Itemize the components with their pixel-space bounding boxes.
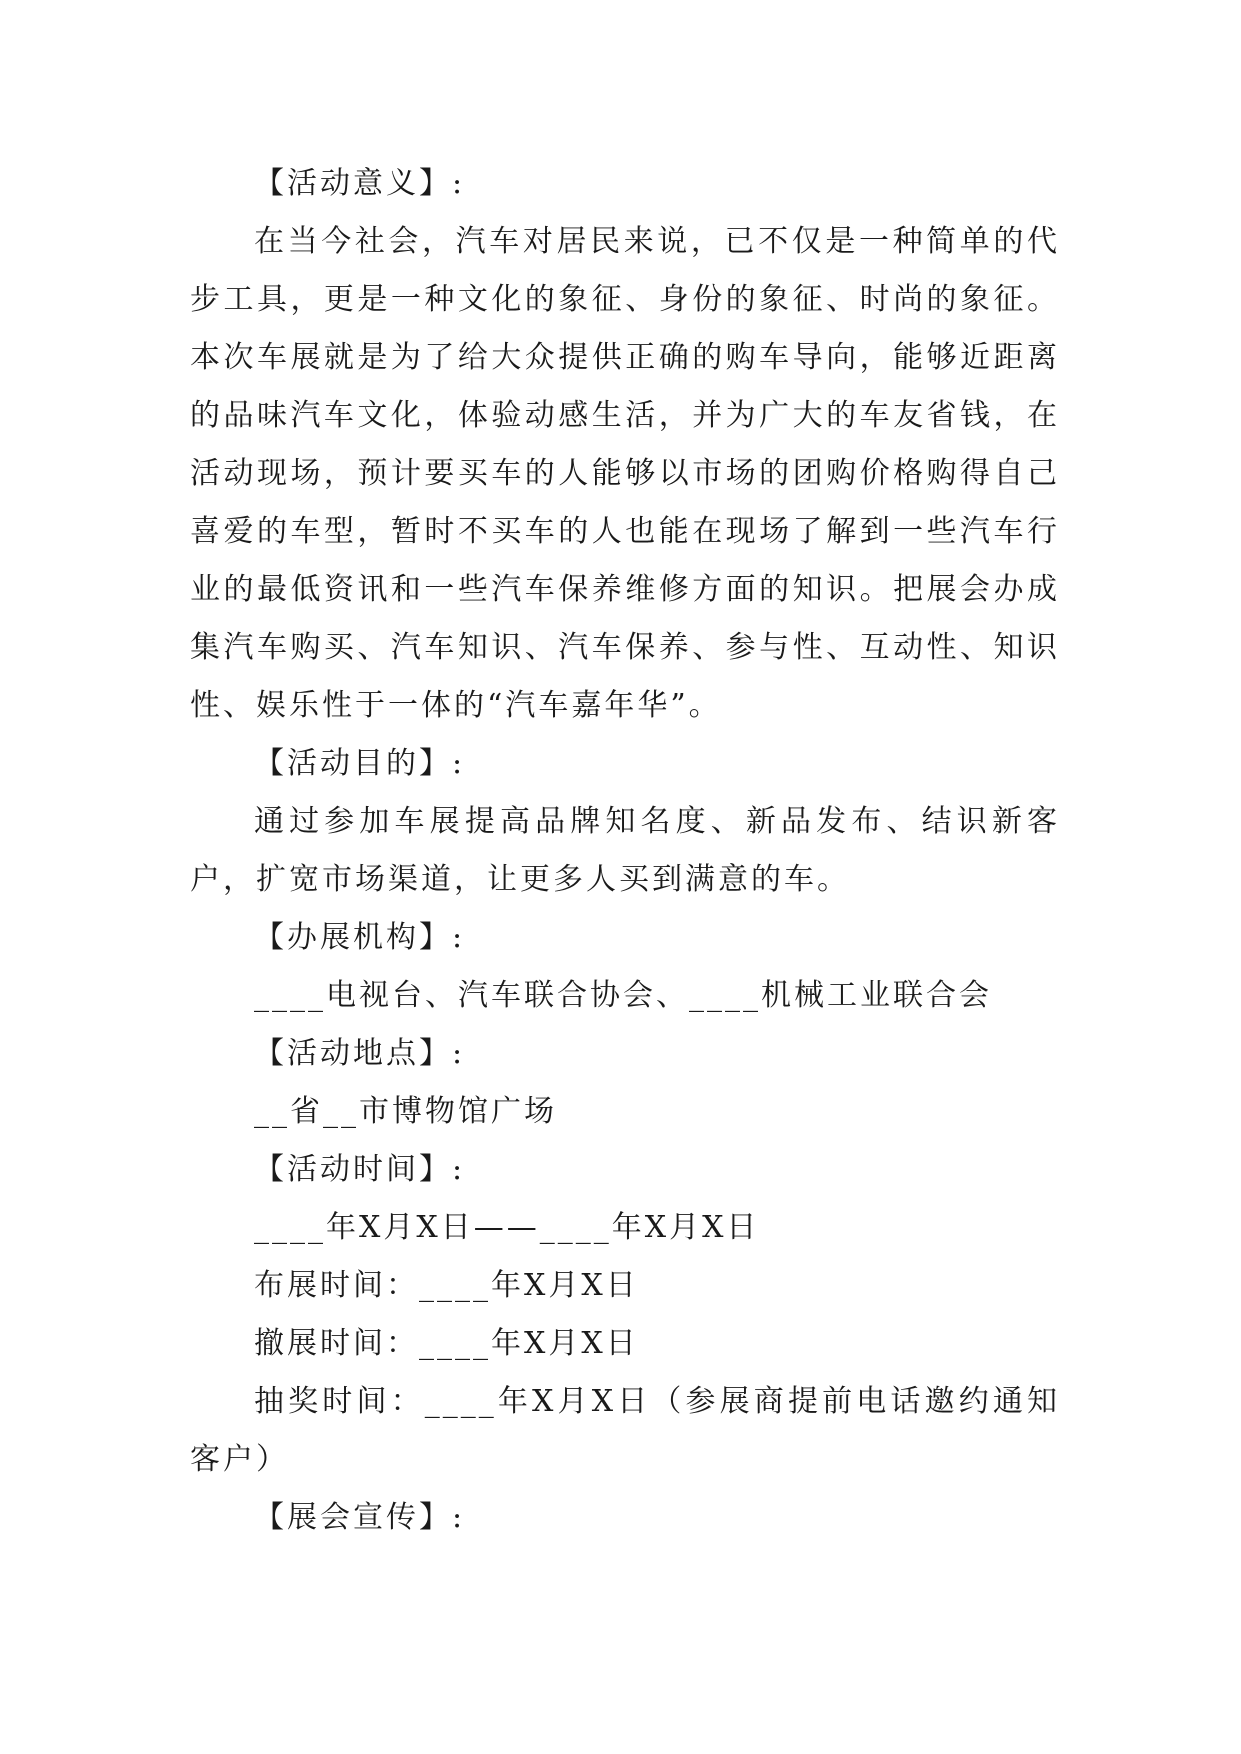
section-heading-text: 【活动目的】: <box>254 746 466 781</box>
section-paragraph: __省__市博物馆广场 <box>254 1094 557 1129</box>
section-paragraph: ____电视台、汽车联合协会、____机械工业联合会 <box>254 978 992 1013</box>
section-heading-significance <box>190 155 1060 213</box>
section-heading-location <box>190 1025 1060 1083</box>
section-heading-organizers <box>190 909 1060 967</box>
section-heading-time <box>190 1141 1060 1199</box>
section-paragraph: 撤展时间：____年X月X日 <box>254 1326 639 1361</box>
section-paragraph: 通过参加车展提高品牌知名度、新品发布、结识新客户，扩宽市场渠道，让更多人买到满意的车。 <box>190 804 1060 897</box>
section-heading-text: 【展会宣传】: <box>254 1500 466 1535</box>
section-heading-purpose <box>190 735 1060 793</box>
section-paragraph: 布展时间：____年X月X日 <box>254 1268 639 1303</box>
section-heading-text: 【活动意义】: <box>254 166 466 201</box>
section-paragraph: ____年X月X日——____年X月X日 <box>254 1210 760 1245</box>
section-paragraph: 在当今社会，汽车对居民来说，已不仅是一种简单的代步工具，更是一种文化的象征、身份的象征、时尚的象征。本次车展就是为了给大众提供正确的购车导向，能够近距离的品味汽车文化，体验动感生活，并为广大的车友省钱，在活动现场，预计要买车的人能够以市场的团购价格购得自己喜爱的车型，暂时不买车的人也能在现场了解到一些汽车行业的最低资讯和一些汽车保养维修方面的知识。把展会办成集汽车购买、汽车知识、汽车保养、参与性、互动性、知识性、娱乐性于一体的“汽车嘉年华”。 <box>190 224 1060 723</box>
section-paragraph: 抽奖时间：____年X月X日（参展商提前电话邀约通知客户） <box>190 1384 1060 1477</box>
section-heading-text: 【办展机构】: <box>254 920 466 955</box>
section-heading-promotion <box>190 1489 1060 1547</box>
document-body <box>190 155 1060 1547</box>
section-heading-text: 【活动时间】: <box>254 1152 466 1187</box>
section-heading-text: 【活动地点】: <box>254 1036 466 1071</box>
